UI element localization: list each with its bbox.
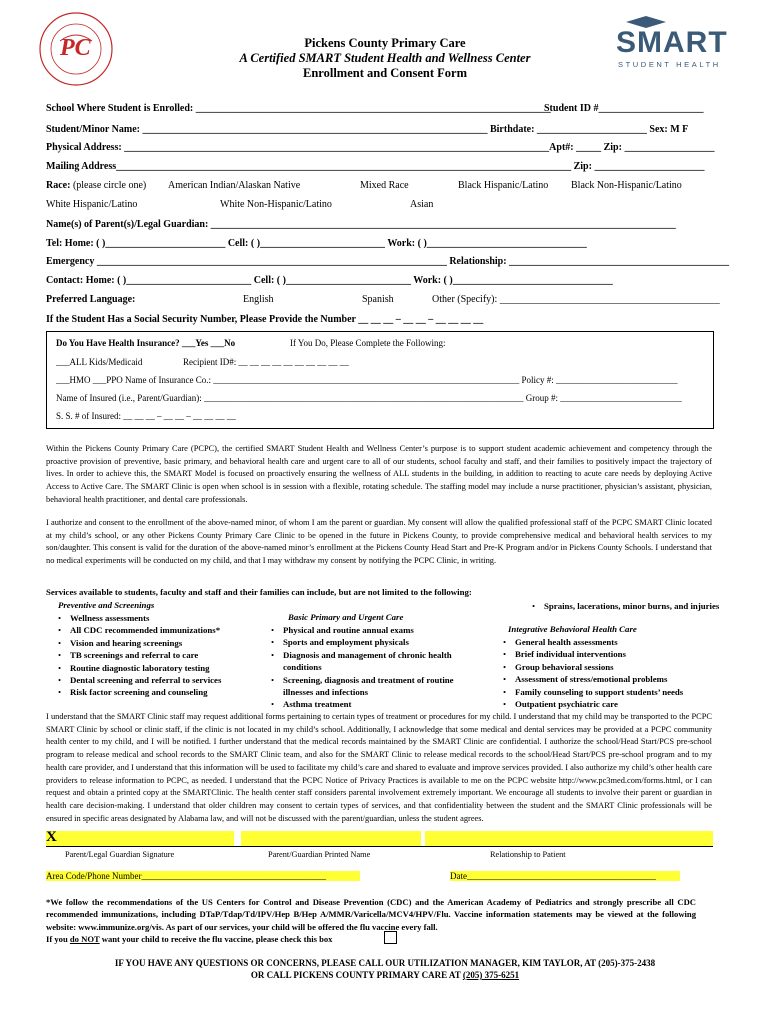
list-item: • Outpatient psychiatric care <box>503 698 683 710</box>
race-option[interactable]: White Hispanic/Latino <box>46 199 138 210</box>
signature-line <box>46 846 713 847</box>
sprains-item <box>532 600 719 612</box>
student-id-field[interactable]: Student ID #_____________________ <box>544 103 704 114</box>
list-item: • Asthma treatment <box>271 698 454 710</box>
list-item: • Vision and hearing screenings <box>58 637 221 649</box>
race-option[interactable]: American Indian/Alaskan Native <box>168 180 301 191</box>
purpose-paragraph: Within the Pickens County Primary Care (PCPC), the certified SMART Student Health and Wellness Center’s purpose is to support student academic achievement and competency through the proactive provision of preventive, basic primary, and behavioral health care and urgent care to all of our students, school faculty and staff, and their families to positively impact the trajectory of lives. In order to achieve this, the SMART Model is focused on proactively ensuring the wellness of ALL students in the building, in addition to reacting to acute care needs by deploying Active Access to Active Care. The SMART Clinic is open when school is in session with a flexible, rotating schedule. The staffing model may include a nurse practitioner, physician’s assistant, physician, behavioral health practitioner, and dental care professionals. <box>46 444 712 504</box>
behavioral-title: Integrative Behavioral Health Care <box>508 624 637 634</box>
smart-logo-sub: STUDENT HEALTH <box>618 60 721 69</box>
signature-x-mark: X <box>46 829 57 845</box>
parents-field[interactable]: Name(s) of Parent(s)/Legal Guardian: _____________________________________________________________________________________________ <box>46 219 676 230</box>
list-item: • Routine diagnostic laboratory testing <box>58 662 221 674</box>
primary-care-list <box>271 624 454 711</box>
signature-label: Parent/Legal Guardian Signature <box>65 850 175 859</box>
primary-care-title: Basic Primary and Urgent Care <box>288 612 404 622</box>
list-item: • Group behavioral sessions <box>503 661 683 673</box>
emergency-field[interactable]: Emergency ______________________________________________________________________ Relationship: ____________________________________________ <box>46 256 730 267</box>
race-option[interactable]: Black Hispanic/Latino <box>458 180 549 191</box>
list-item: • Screening, diagnosis and treatment of routine <box>271 674 454 686</box>
preventive-title: Preventive and Screenings <box>58 600 155 610</box>
school-field[interactable]: School Where Student is Enrolled: _______________________________________________________________________ <box>46 103 551 114</box>
cdc-note: *We follow the recommendations of the US Centers for Control and Disease Prevention (CDC) and the American Academy of Pediatrics and strongly prescribe all CDC recommended immunizations, including DTaP/Tdap/Td/IPV/Hep B/Hep A/MMR/Varicella/MCV4/HPV/Flu. Vaccine information statements may be viewed at the following website: www.immunize.org/vis. As part of our services, your child will be offered the flu vaccine every fall. <box>46 897 696 932</box>
race-label-bold: Race: <box>46 180 71 191</box>
all-kids-option[interactable]: ___ALL Kids/Medicaid <box>56 357 143 367</box>
language-option[interactable]: Spanish <box>362 294 394 305</box>
language-other-field[interactable]: Other (Specify): ____________________________________________ <box>432 294 720 305</box>
flu-optout-pre: If you <box>46 934 70 944</box>
printed-name-label: Parent/Guardian Printed Name <box>268 850 371 859</box>
list-item: conditions <box>283 662 322 673</box>
list-item: • General health assessments <box>503 636 683 648</box>
language-option[interactable]: English <box>243 294 274 305</box>
language-label: Preferred Language: <box>46 294 136 305</box>
list-item: • Sports and employment physicals <box>271 636 454 648</box>
printed-name-field[interactable] <box>241 831 421 846</box>
list-item: • Risk factor screening and counseling <box>58 686 221 698</box>
list-item: • TB screenings and referral to care <box>58 649 221 661</box>
list-item: • Physical and routine annual exams <box>271 624 454 636</box>
race-option[interactable]: White Non-Hispanic/Latino <box>220 199 332 210</box>
contact-field[interactable]: Contact: Home: ( )_________________________ Cell: ( )_________________________ Work: ( )________________________________ <box>46 275 613 286</box>
insured-ss-field[interactable]: S. S. # of Insured: __ __ __ – __ __ – __ __ __ __ <box>56 411 236 421</box>
race-label-rest: (please circle one) <box>70 180 147 191</box>
tel-field[interactable]: Tel: Home: ( )________________________ Cell: ( )_________________________ Work: ( )________________________________ <box>46 238 587 249</box>
flu-optout-checkbox[interactable] <box>384 931 397 944</box>
behavioral-list <box>503 636 683 710</box>
race-option[interactable]: Black Non-Hispanic/Latino <box>571 180 682 191</box>
list-item: • All CDC recommended immunizations* <box>58 624 221 636</box>
services-heading: Services available to students, faculty and staff and their families can include, but are not limited to the following: <box>46 587 472 597</box>
smart-logo-text: SMART <box>616 26 728 59</box>
flu-optout <box>46 934 332 944</box>
contact-line-1: IF YOU HAVE ANY QUESTIONS OR CONCERNS, PLEASE CALL OUR UTILIZATION MANAGER, KIM TAYLOR, AT (205)-375-2438 <box>114 958 656 968</box>
race-label <box>46 180 146 191</box>
relationship-label: Relationship to Patient <box>490 850 566 859</box>
list-item: • Sprains, lacerations, minor burns, and injuries <box>532 600 719 612</box>
race-option[interactable]: Asian <box>410 199 434 210</box>
pcpc-logo-mark: PC <box>60 35 91 61</box>
list-item: • Assessment of stress/emotional problems <box>503 673 683 685</box>
authorization-paragraph: I understand that the SMART Clinic staff may request additional forms pertaining to certain types of treatment or procedures for my child. I understand that my child may be transported to the PCPC SMART Clinic by school or clinic staff, if the clinic is not located in my child’s school. Additionally, I acknowledge that some medical and dental services may be provided at a PCPC community health center to my child, and I will be notified. I further understand that the medical records maintained by the SMART Clinic are confidential. I authorize the school/Head Start/PCS pre-school program to release medical and school records to the SMART Clinic team, and also for the SMART Clinic to release medical records to the school/Head Start/PCS pre-school program and to my health care provider, and I understand that this information will be used to facilitate my child’s care and shared to evaluate and improve services provided. I also authorize my child’s other health care providers to release information to PCPC, as needed. I understand that the PCPC Notice of Privacy Practices is available to me on the PCPC website http://www.pc3med.com/forms.html, or I can request and obtain a printed copy at the SMARTClinic. The health center staff considers parental involvement extremely important. We encourage all students to involve their parent or guardian in health care decision-making. I understand that older children may consent to certain types of services, and that confidentiality between the student and the SMART Clinic professionals will be ensured in specific areas designated by Alabama law, and will not be discussed with the parent/guardian, unless the student agrees. <box>46 712 712 823</box>
insured-name-field[interactable]: Name of Insured (i.e., Parent/Guardian): _______________________________________________________________________ Group #: ___________________________ <box>56 393 682 403</box>
insurance-question[interactable]: Do You Have Health Insurance? ___Yes ___No <box>56 338 236 348</box>
relationship-field[interactable] <box>425 831 713 846</box>
page-subtitle: A Certified SMART Student Health and Wellness Center <box>239 51 531 65</box>
list-item: • Diagnosis and management of chronic health <box>271 649 454 661</box>
list-item: • Dental screening and referral to services <box>58 674 221 686</box>
list-item: • Brief individual interventions <box>503 648 683 660</box>
insurance-followup: If You Do, Please Complete the Following: <box>290 338 446 348</box>
preventive-list <box>58 612 221 699</box>
flu-optout-post: want your child to receive the flu vaccine, please check this box <box>99 934 333 944</box>
physical-address-field[interactable]: Physical Address: _____________________________________________________________________________________Apt#: _____ Zip: __________________ <box>46 142 715 153</box>
page-title: Pickens County Primary Care <box>304 36 466 50</box>
list-item: • Wellness assessments <box>58 612 221 624</box>
contact-line-2 <box>0 970 770 980</box>
insurance-company-field[interactable]: ___HMO ___PPO Name of Insurance Co.: ____________________________________________________________________ Policy #: ___________________________ <box>56 375 678 385</box>
contact-phone[interactable]: (205) 375-6251 <box>462 970 520 980</box>
list-item: illnesses and infections <box>283 687 369 698</box>
race-option[interactable]: Mixed Race <box>360 180 409 191</box>
contact-line-2-text: OR CALL PICKENS COUNTY PRIMARY CARE AT <box>250 970 463 980</box>
signature-field[interactable] <box>46 831 234 846</box>
recipient-id-field[interactable]: Recipient ID#: __ __ __ __ __ __ __ __ __ __ <box>183 357 349 367</box>
flu-optout-not: do NOT <box>69 934 100 944</box>
student-name-field[interactable]: Student/Minor Name: _____________________________________________________________________ Birthdate: ______________________ Sex: M F <box>46 124 689 135</box>
date-field[interactable]: Date__________________________________________ <box>450 871 680 881</box>
list-item: • Family counseling to support students’ needs <box>503 686 683 698</box>
mailing-address-field[interactable]: Mailing Address___________________________________________________________________________________________ Zip: ______________________ <box>46 161 705 172</box>
consent-paragraph: I authorize and consent to the enrollment of the above-named minor, of whom I am the parent or guardian. My consent will allow the qualified professional staff of the PCPC SMART Clinic located at my child’s school, or any other Pickens County Primary Care Clinic to be opened in the future in Pickens County, to provide comprehensive medical and behavioral health services to my son/daughter. This consent is valid for the duration of the above-named minor’s enrollment at the Pickens County Head Start and Pre-K Program and/or in Pickens County Schools. I understand that no medical experiments will be conducted on my child, and that I may withdraw my consent by notifying the PCPC Clinic, in writing. <box>46 518 712 566</box>
phone-field[interactable]: Area Code/Phone Number_________________________________________ <box>46 871 360 881</box>
ssn-field[interactable]: If the Student Has a Social Security Number, Please Provide the Number __ __ __ – __ __ – __ __ __ __ <box>46 314 484 325</box>
form-title: Enrollment and Consent Form <box>302 66 467 80</box>
